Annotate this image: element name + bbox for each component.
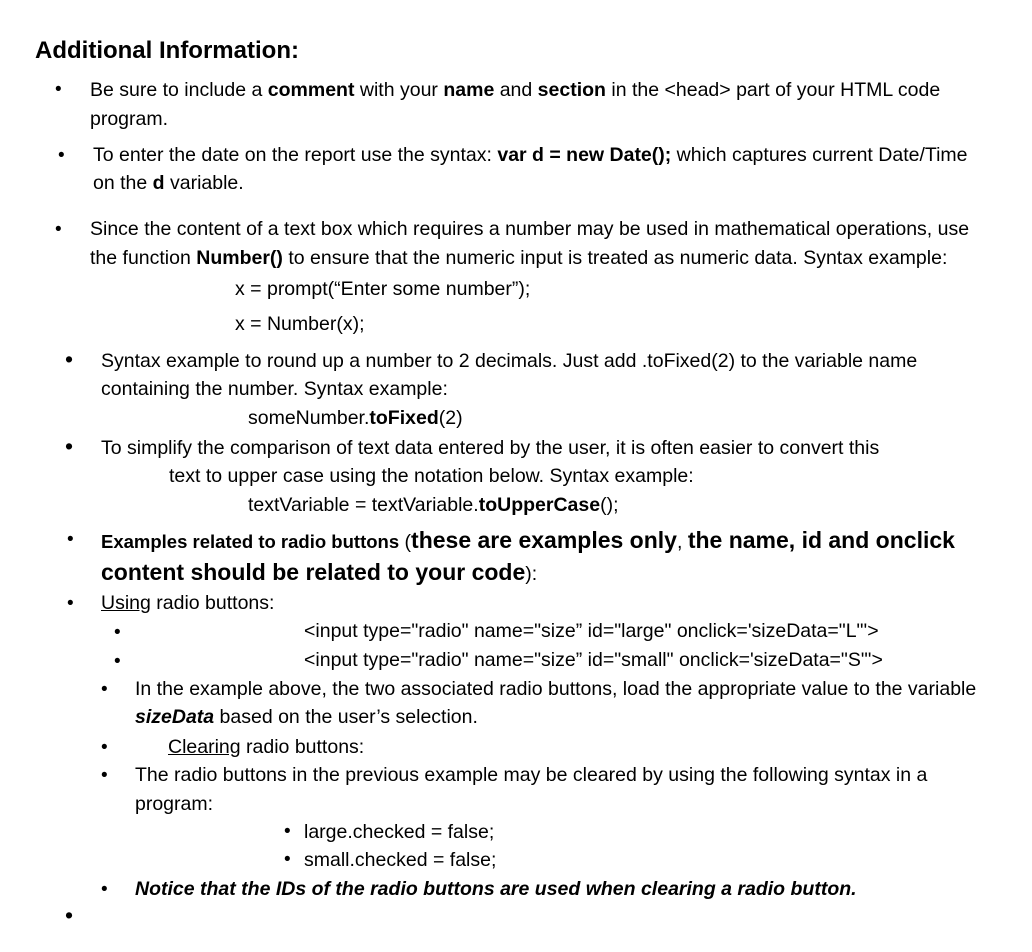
item7-using: Using radio buttons:	[101, 592, 275, 614]
item5-line2: text to upper case using the notation below. Syntax example:	[169, 465, 694, 487]
radio-code-large: <input type="radio" name="size” id="large" onclick='sizeData="L"'>	[304, 620, 879, 642]
item7-previous-line2: program:	[135, 793, 214, 815]
bullet: •	[101, 737, 108, 758]
bullet: •	[65, 902, 74, 928]
bullet: •	[67, 593, 74, 614]
page-heading: Additional Information:	[35, 37, 299, 64]
clear-code-large: large.checked = false;	[304, 821, 495, 843]
item6-line2: content should be related to your code):	[101, 559, 538, 585]
item7-explanation-line2: sizeData based on the user’s selection.	[135, 706, 478, 728]
item4-code: someNumber.toFixed(2)	[248, 407, 463, 429]
bullet: •	[284, 849, 291, 870]
clear-code-small: small.checked = false;	[304, 849, 497, 871]
item7-explanation-line1: In the example above, the two associated radio buttons, load the appropriate value to the variable	[135, 678, 977, 700]
item5-code: textVariable = textVariable.toUpperCase();	[248, 494, 619, 516]
item7-clearing: Clearing radio buttons:	[168, 736, 365, 758]
item5-line1: To simplify the comparison of text data entered by the user, it is often easier to convert this	[101, 437, 880, 459]
bullet: •	[114, 651, 121, 672]
bullet: •	[65, 433, 74, 459]
item7-notice: Notice that the IDs of the radio buttons are used when clearing a radio button.	[135, 878, 857, 900]
bullet: •	[101, 765, 108, 786]
item2-line2: on the d variable.	[93, 172, 244, 194]
item7-previous-line1: The radio buttons in the previous example may be cleared by using the following syntax in a	[135, 764, 928, 786]
item3-code2: x = Number(x);	[235, 313, 365, 335]
bullet: •	[55, 79, 62, 100]
item1-line1: Be sure to include a comment with your name and section in the <head> part of your HTML code	[90, 79, 941, 101]
bullet: •	[58, 145, 65, 166]
item4-line1: Syntax example to round up a number to 2 decimals. Just add .toFixed(2) to the variable name	[101, 350, 918, 372]
item3-line2: the function Number() to ensure that the numeric input is treated as numeric data. Syntax example:	[90, 247, 948, 269]
bullet: •	[114, 622, 121, 643]
radio-code-small: <input type="radio" name="size” id="small" onclick='sizeData="S"'>	[304, 649, 883, 671]
item4-line2: containing the number. Syntax example:	[101, 378, 448, 400]
item3-line1: Since the content of a text box which requires a number may be used in mathematical operations, use	[90, 218, 970, 240]
bullet: •	[101, 679, 108, 700]
bullet: •	[284, 821, 291, 842]
bullet: •	[65, 346, 74, 372]
item3-code1: x = prompt(“Enter some number”);	[235, 278, 531, 300]
item2-line1: To enter the date on the report use the syntax: var d = new Date(); which captures current Date/Time	[93, 144, 968, 166]
bullet: •	[67, 529, 74, 550]
item1-line2: program.	[90, 108, 169, 130]
item6-line1: Examples related to radio buttons (these are examples only, the name, id and onclick	[101, 527, 955, 553]
bullet: •	[55, 219, 62, 240]
bullet: •	[101, 879, 108, 900]
